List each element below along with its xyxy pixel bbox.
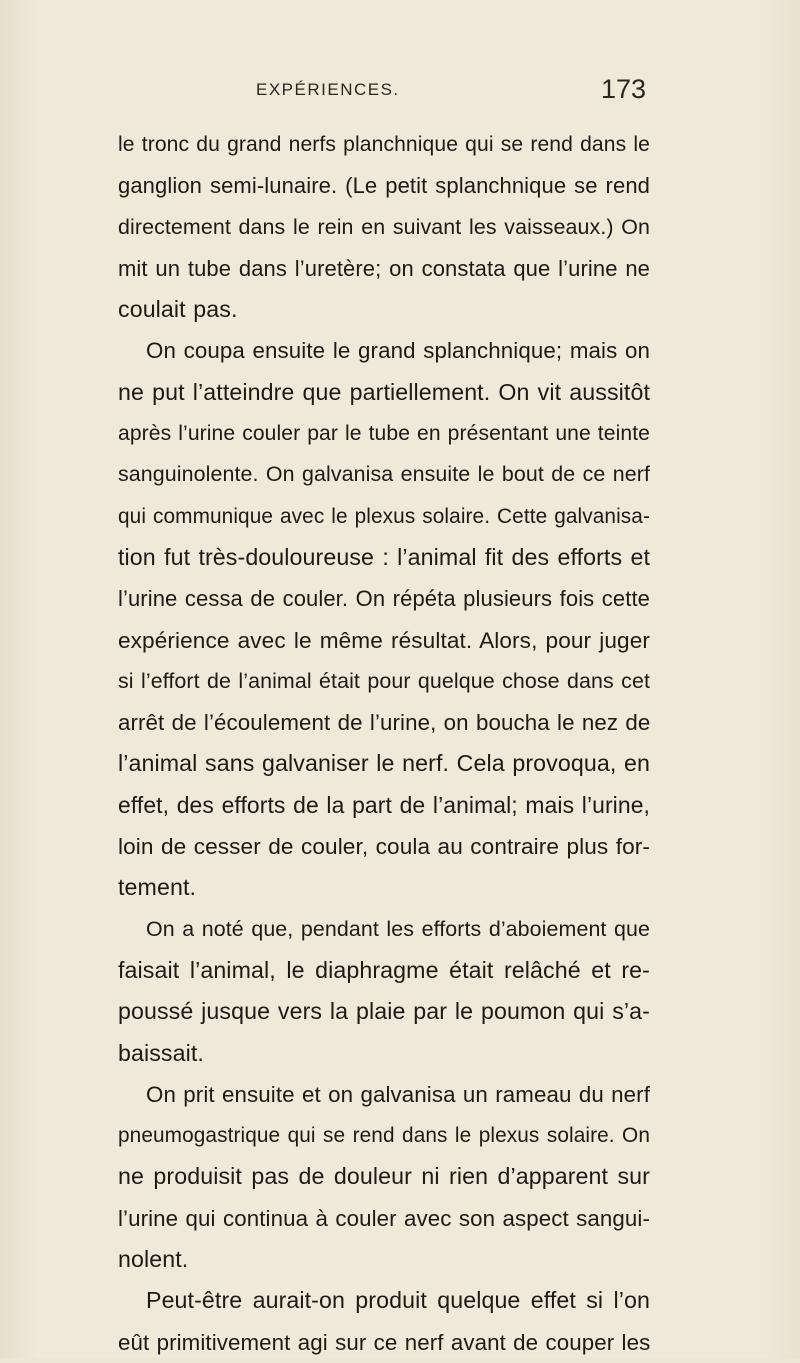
text-line: nolent. xyxy=(118,1246,189,1273)
text-line: l’urine qui continua à couler avec son aspect sangui- xyxy=(118,1205,650,1231)
text-line: l’animal sans galvaniser le nerf. Cela provoqua, en xyxy=(118,750,650,777)
text-line: mit un tube dans l’uretère; on constata que l’urine ne xyxy=(118,255,650,281)
text-line: l’urine cessa de couler. On répéta plusieurs fois cette xyxy=(118,586,650,612)
text-line: loin de cesser de couler, coula au contraire plus for- xyxy=(118,834,650,860)
text-line: poussé jusque vers la plaie par le poumon qui s’a- xyxy=(118,998,650,1025)
text-line: faisait l’animal, le diaphragme était relâché et re- xyxy=(118,956,650,983)
text-line: ne put l’atteindre que partiellement. On vit aussitôt xyxy=(118,378,650,405)
text-line: On coupa ensuite le grand splanchnique; mais on xyxy=(146,338,650,364)
text-line: arrêt de l’écoulement de l’urine, on boucha le nez de xyxy=(118,710,651,736)
text-line: ganglion semi-lunaire. (Le petit splanchnique se rend xyxy=(118,173,650,199)
text-line: effet, des efforts de la part de l’animal; mais l’urine, xyxy=(118,791,650,818)
text-line: si l’effort de l’animal était pour quelque chose dans cet xyxy=(118,668,650,693)
text-line: Peut-être aurait-on produit quelque effet si l’on xyxy=(146,1287,650,1314)
text-line: eût primitivement agi sur ce nerf avant de couper les xyxy=(118,1329,651,1355)
running-head xyxy=(118,76,650,112)
text-line: sanguinolente. On galvanisa ensuite le bout de ce nerf xyxy=(118,462,650,487)
running-head-title: EXPÉRIENCES. xyxy=(256,80,400,99)
page-number: 173 xyxy=(600,74,646,104)
text-line: tion fut très-douloureuse : l’animal fit des efforts et xyxy=(118,543,650,570)
text-line: ne produisit pas de douleur ni rien d’apparent sur xyxy=(118,1163,650,1190)
text-line: expérience avec le même résultat. Alors, pour juger xyxy=(118,627,650,653)
text-line: après l’urine couler par le tube en présentant une teinte xyxy=(118,422,650,446)
body-text xyxy=(118,124,650,1363)
text-line: pneumogastrique qui se rend dans le plexus solaire. On xyxy=(118,1124,650,1148)
text-line: coulait pas. xyxy=(118,296,238,323)
text-line: On prit ensuite et on galvanisa un rameau du nerf xyxy=(146,1081,650,1107)
text-line: le tronc du grand nerfs planchnique qui se rend dans le xyxy=(118,133,650,156)
text-line: baissait. xyxy=(118,1039,204,1066)
text-line: qui communique avec le plexus solaire. Cette galvanisa- xyxy=(118,504,650,528)
text-line: On a noté que, pendant les efforts d’aboiement que xyxy=(146,916,650,941)
text-line: directement dans le rein en suivant les vaisseaux.) On xyxy=(118,214,650,239)
text-line: tement. xyxy=(118,874,197,901)
